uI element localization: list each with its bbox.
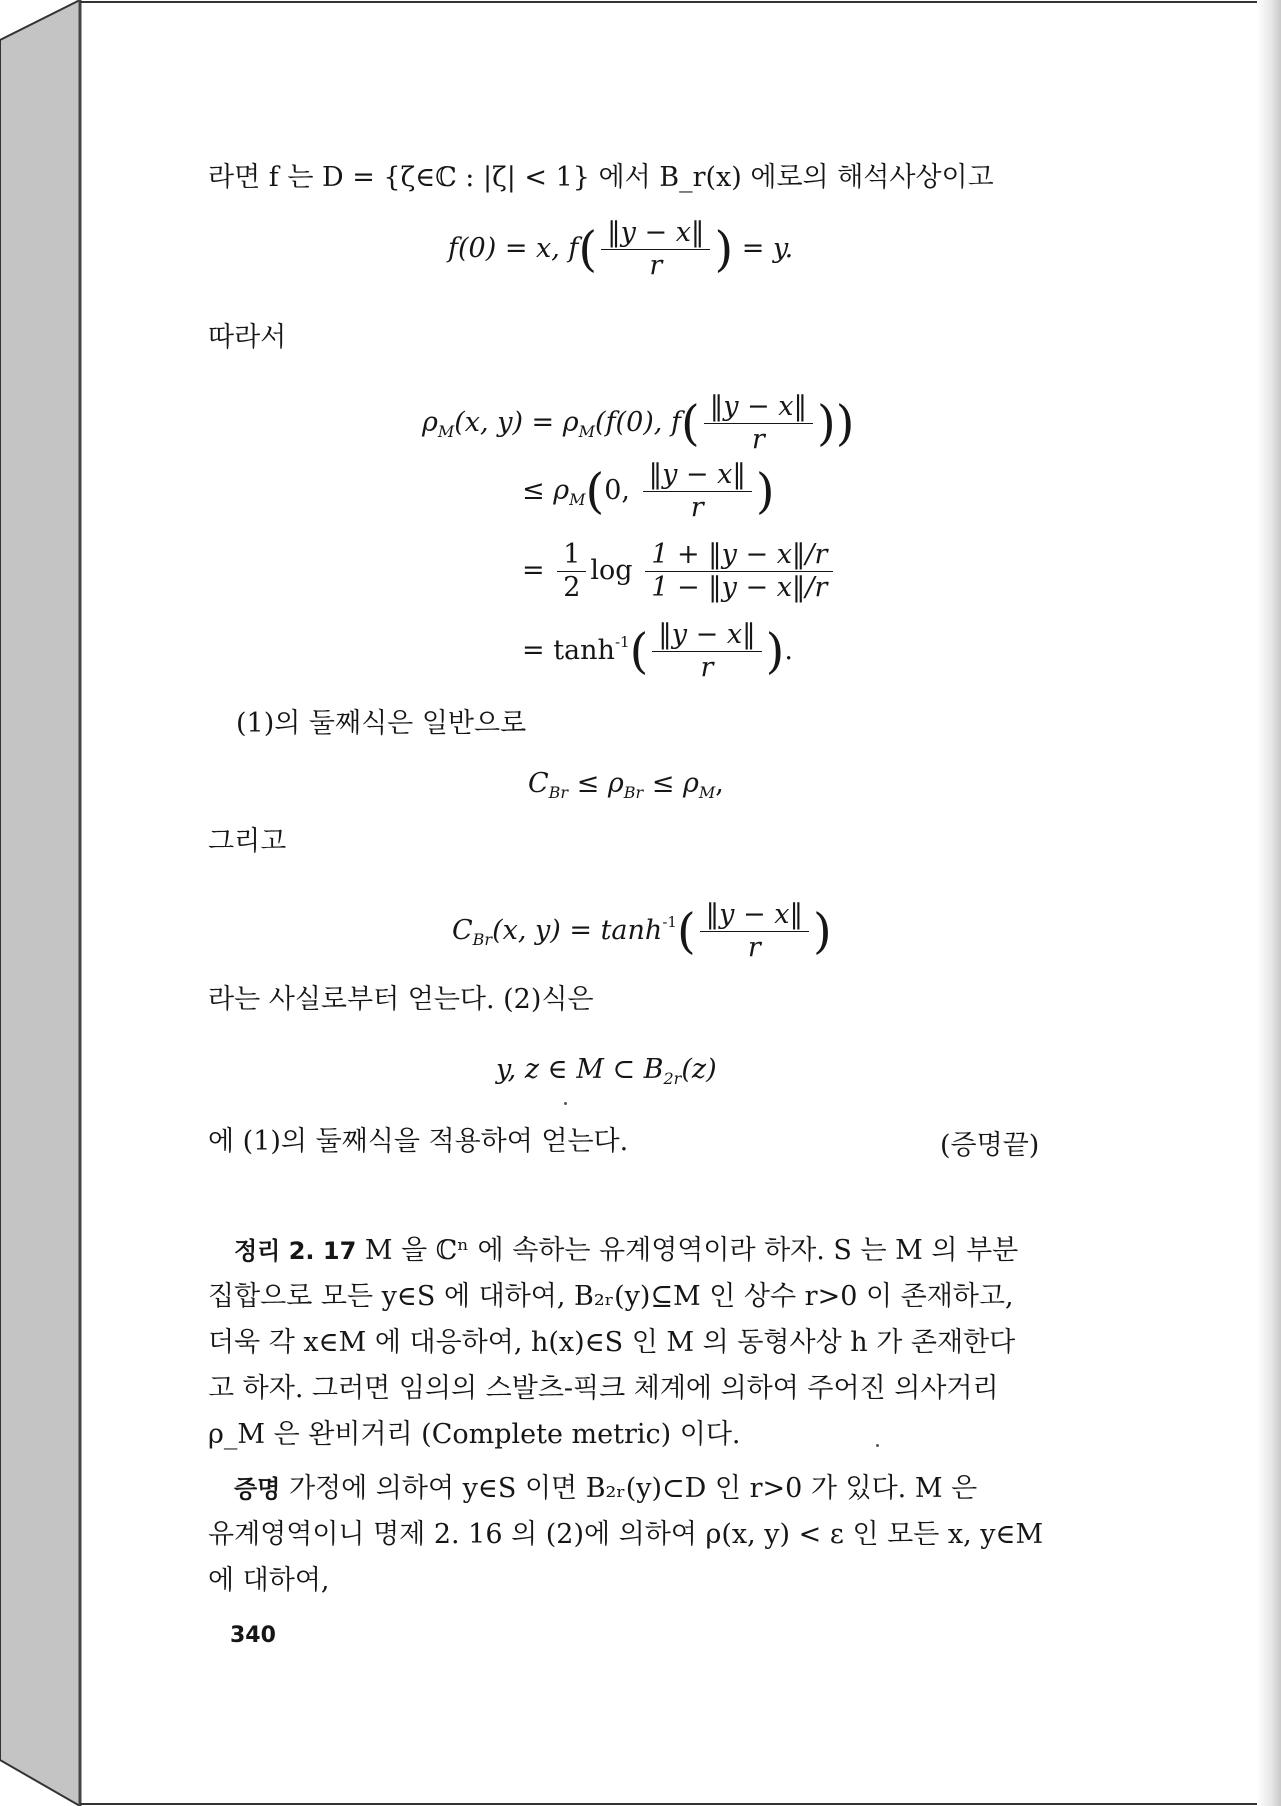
theorem-line-3: 더욱 각 x∈M 에 대응하여, h(x)∈S 인 M 의 동형사상 h 가 존재한다 — [208, 1327, 1016, 1358]
page-number: 340 — [230, 1623, 276, 1648]
eoddeunda-line: 에 (1)의 둘째식을 적용하여 얻는다. — [208, 1126, 629, 1157]
proof-line-2: 유계영역이니 명제 2. 16 의 (2)에 의하여 ρ(x, y) < ε 인 모든 x, y∈M — [208, 1519, 1044, 1550]
page-edge-shadow — [1257, 0, 1281, 1806]
book-page — [90, 8, 1250, 1798]
equation-2b: ≤ $\rho_M(0$, $\frac{‖y - x‖}{r}$ ) — [522, 459, 775, 523]
eq1-left: f(0) = x, f — [448, 233, 579, 264]
proof-label: 증명 — [234, 1475, 281, 1503]
equation-5: y, z ∈ M ⊂ $B_{2r}(z)$ — [496, 1054, 717, 1088]
theorem-label: 정리 2. 17 — [234, 1237, 357, 1265]
equation-4: $C_{Br}(x$, $y) = \tanh^{-1}$( $\frac{‖y - x‖}{r}$ ) — [452, 899, 832, 963]
proof-line-3: 에 대하여, — [208, 1565, 330, 1596]
theorem-line-1: M 을 ℂⁿ 에 속하는 유계영역이라 하자. S 는 M 의 부분 — [364, 1235, 1019, 1266]
saseel-line: 라는 사실로부터 얻는다. (2)식은 — [208, 984, 594, 1015]
eq1-numerator: ‖y − x‖ — [601, 218, 710, 250]
qed-mark: (증명끝) — [940, 1130, 1040, 1161]
equation-3: $C_{Br} \le \rho_{Br} \le \rho_M$, — [528, 768, 724, 802]
eq1-right: = y. — [741, 233, 794, 264]
proof-block — [208, 1466, 1088, 1604]
equation-2c: = $\frac{1}{2}$ log $\frac{1 + ‖y - x‖/r}{1 - ‖y - x‖/r}$ — [522, 540, 837, 603]
equation-2d: = $\tanh^{-1}$( $\frac{‖y - x‖}{r}$ ). — [522, 619, 793, 683]
theorem-line-5: ρ_M 은 완비거리 (Complete metric) 이다. — [208, 1419, 741, 1450]
print-speck — [564, 1102, 567, 1105]
proof-line-1: 가정에 의하여 y∈S 이면 B₂ᵣ(y)⊂D 인 r>0 가 있다. M 은 — [288, 1473, 978, 1504]
theorem-line-4: 고 하자. 그러면 임의의 스발츠-픽크 체계에 의하여 주어진 의사거리 — [208, 1373, 999, 1404]
ddarase-line: 따라서 — [208, 322, 287, 353]
equation-1: f(0) = x, f( $\frac{‖y - x‖}{r}$ ) = y. — [448, 217, 794, 281]
intro-line: 라면 f 는 D = {ζ∈ℂ : |ζ| < 1} 에서 B_r(x) 에로의 해석사상이고 — [208, 162, 994, 193]
theorem-2-17 — [208, 1228, 1088, 1458]
print-speck — [876, 1444, 879, 1447]
dulsik-line: (1)의 둘째식은 일반으로 — [236, 708, 527, 739]
eq1-denominator: r — [649, 250, 663, 281]
theorem-line-2: 집합으로 모든 y∈S 에 대하여, B₂ᵣ(y)⊆M 인 상수 r>0 이 존재하고, — [208, 1281, 1014, 1312]
equation-2a: $\rho_M(x$, $y) = \rho_M(f(0)$, f( $\frac{‖y - x‖}{r}$ )) — [422, 391, 855, 455]
geurigo-line: 그리고 — [208, 826, 287, 857]
